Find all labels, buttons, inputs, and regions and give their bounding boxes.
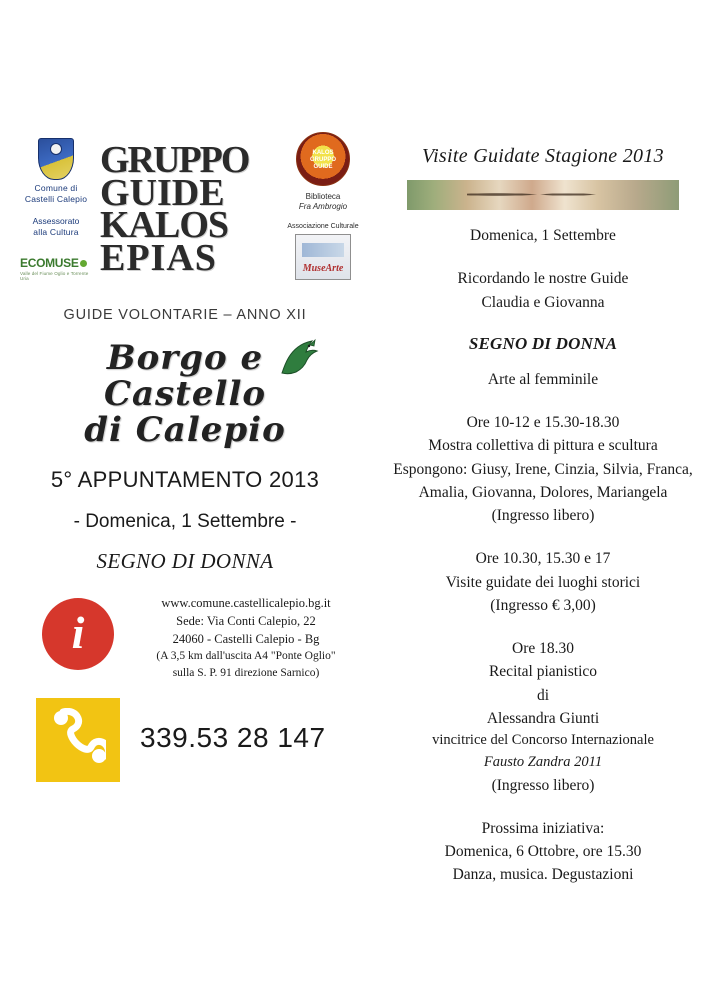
pianist-name: Alessandra Giunti xyxy=(486,709,600,727)
dragon-crest-icon xyxy=(276,335,322,381)
ecomuseo-wordmark xyxy=(20,256,94,270)
circle-text-3: GUIDE xyxy=(313,163,333,170)
circle-text-2: GRUPPO xyxy=(309,156,336,163)
schedule-2-description: Visite guidate dei luoghi storici xyxy=(445,573,641,591)
ecomuseo-dot-icon xyxy=(80,260,87,267)
partner-logos xyxy=(283,132,363,280)
phone-block xyxy=(0,698,370,790)
event-title-right: SEGNO DI DONNA xyxy=(468,333,618,353)
biblioteca-label: Biblioteca xyxy=(305,192,341,201)
telephone-icon xyxy=(50,708,106,766)
script-line-3: di Calepio xyxy=(84,410,286,450)
event-date-right: Domenica, 1 Settembre xyxy=(470,227,616,244)
script-line-1: Borgo e xyxy=(106,338,264,378)
comune-line2: Castelli Calepio xyxy=(24,193,88,204)
group-title-line-1: GRUPPO xyxy=(100,139,249,181)
left-column xyxy=(0,130,370,790)
appuntamento-heading: 5° APPUNTAMENTO 2013 xyxy=(50,467,320,492)
group-title-line-2: GUIDE xyxy=(100,171,225,214)
guide-volontarie-subtitle: GUIDE VOLONTARIE – ANNO XII xyxy=(63,307,307,323)
comune-line1: Comune di xyxy=(34,183,78,193)
comune-crest-block xyxy=(18,138,94,281)
comune-line3: Assessorato xyxy=(32,216,80,227)
musearte-logo-icon xyxy=(295,234,351,280)
ecomuseo-text: ECOMUSE xyxy=(20,255,79,270)
recital-line-1: Recital pianistico xyxy=(488,663,598,681)
group-title-line-3: KALOS xyxy=(100,204,229,247)
script-line-2: Castello xyxy=(103,374,267,414)
associazione-label: Associazione Culturale xyxy=(287,222,359,230)
dedication-line-1: Ricordando le nostre Guide xyxy=(457,270,629,288)
phone-number: 339.53 28 147 xyxy=(140,722,326,753)
event-date-left: - Domenica, 1 Settembre - xyxy=(73,511,297,532)
schedule-1-admission: (Ingresso libero) xyxy=(491,507,595,524)
dedication-line-2: Claudia e Giovanna xyxy=(481,293,605,311)
directions-line-2: sulla S. P. 91 direzione Sarnico) xyxy=(172,667,320,680)
exhibitors-line-1: Espongono: Giusy, Irene, Cinzia, Silvia, Franca, xyxy=(393,460,693,478)
info-text-block xyxy=(128,594,364,682)
schedule-1-description: Mostra collettiva di pittura e scultura xyxy=(428,437,658,455)
pianist-credential: vincitrice del Concorso Internazionale xyxy=(432,732,654,748)
website-url[interactable]: www.comune.castellicalepio.bg.it xyxy=(161,596,331,610)
comune-line4: alla Cultura xyxy=(33,226,79,237)
schedule-2-hours: Ore 10.30, 15.30 e 17 xyxy=(475,550,611,568)
event-subtitle-right: Arte al femminile xyxy=(487,370,599,388)
info-icon: i xyxy=(42,598,114,670)
directions-line-1: (A 3,5 km dall'uscita A4 "Ponte Oglio" xyxy=(156,650,336,663)
ecomuseo-logo xyxy=(18,256,94,281)
info-block xyxy=(0,598,370,688)
musearte-image-band xyxy=(302,243,344,257)
musearte-label: MuseArte xyxy=(302,262,344,274)
kalos-circle-logo-icon xyxy=(296,132,350,186)
decorative-photo-strip xyxy=(407,180,679,210)
sede-line-1: Sede: Via Conti Calepio, 22 xyxy=(176,614,316,629)
comune-shield-icon xyxy=(38,138,74,180)
schedule-1-hours: Ore 10-12 e 15.30-18.30 xyxy=(466,414,620,431)
schedule-3-hours: Ore 18.30 xyxy=(512,640,574,657)
group-title xyxy=(100,139,280,280)
logo-row xyxy=(0,130,370,305)
borgo-castello-script xyxy=(0,338,370,451)
biblioteca-sub-label: Fra Ambrogio xyxy=(298,202,348,212)
ecomuseo-subtitle: Valle del Fiume Oglio e Torrente Uria xyxy=(20,270,89,281)
exhibitors-line-2: Amalia, Giovanna, Dolores, Mariangela xyxy=(418,483,668,501)
schedule-2-admission: (Ingresso € 3,00) xyxy=(490,596,596,614)
schedule-3-admission: (Ingresso libero) xyxy=(491,776,595,794)
sede-line-2: 24060 - Castelli Calepio - Bg xyxy=(172,632,320,647)
circle-text-1: KALOS xyxy=(312,150,334,156)
right-column xyxy=(378,145,708,887)
season-title: Visite Guidate Stagione 2013 xyxy=(422,145,664,167)
biblioteca-caption xyxy=(283,192,363,213)
next-event-label: Prossima iniziativa: xyxy=(481,819,605,837)
recital-line-2: di xyxy=(536,686,550,704)
group-title-line-4: EPIAS xyxy=(100,237,217,280)
competition-name: Fausto Zandra 2011 xyxy=(483,753,603,770)
next-event-date: Domenica, 6 Ottobre, ore 15.30 xyxy=(444,843,642,860)
next-event-description: Danza, musica. Degustazioni xyxy=(452,866,634,884)
event-title-left: SEGNO DI DONNA xyxy=(96,549,274,573)
phone-icon-box xyxy=(36,698,120,782)
